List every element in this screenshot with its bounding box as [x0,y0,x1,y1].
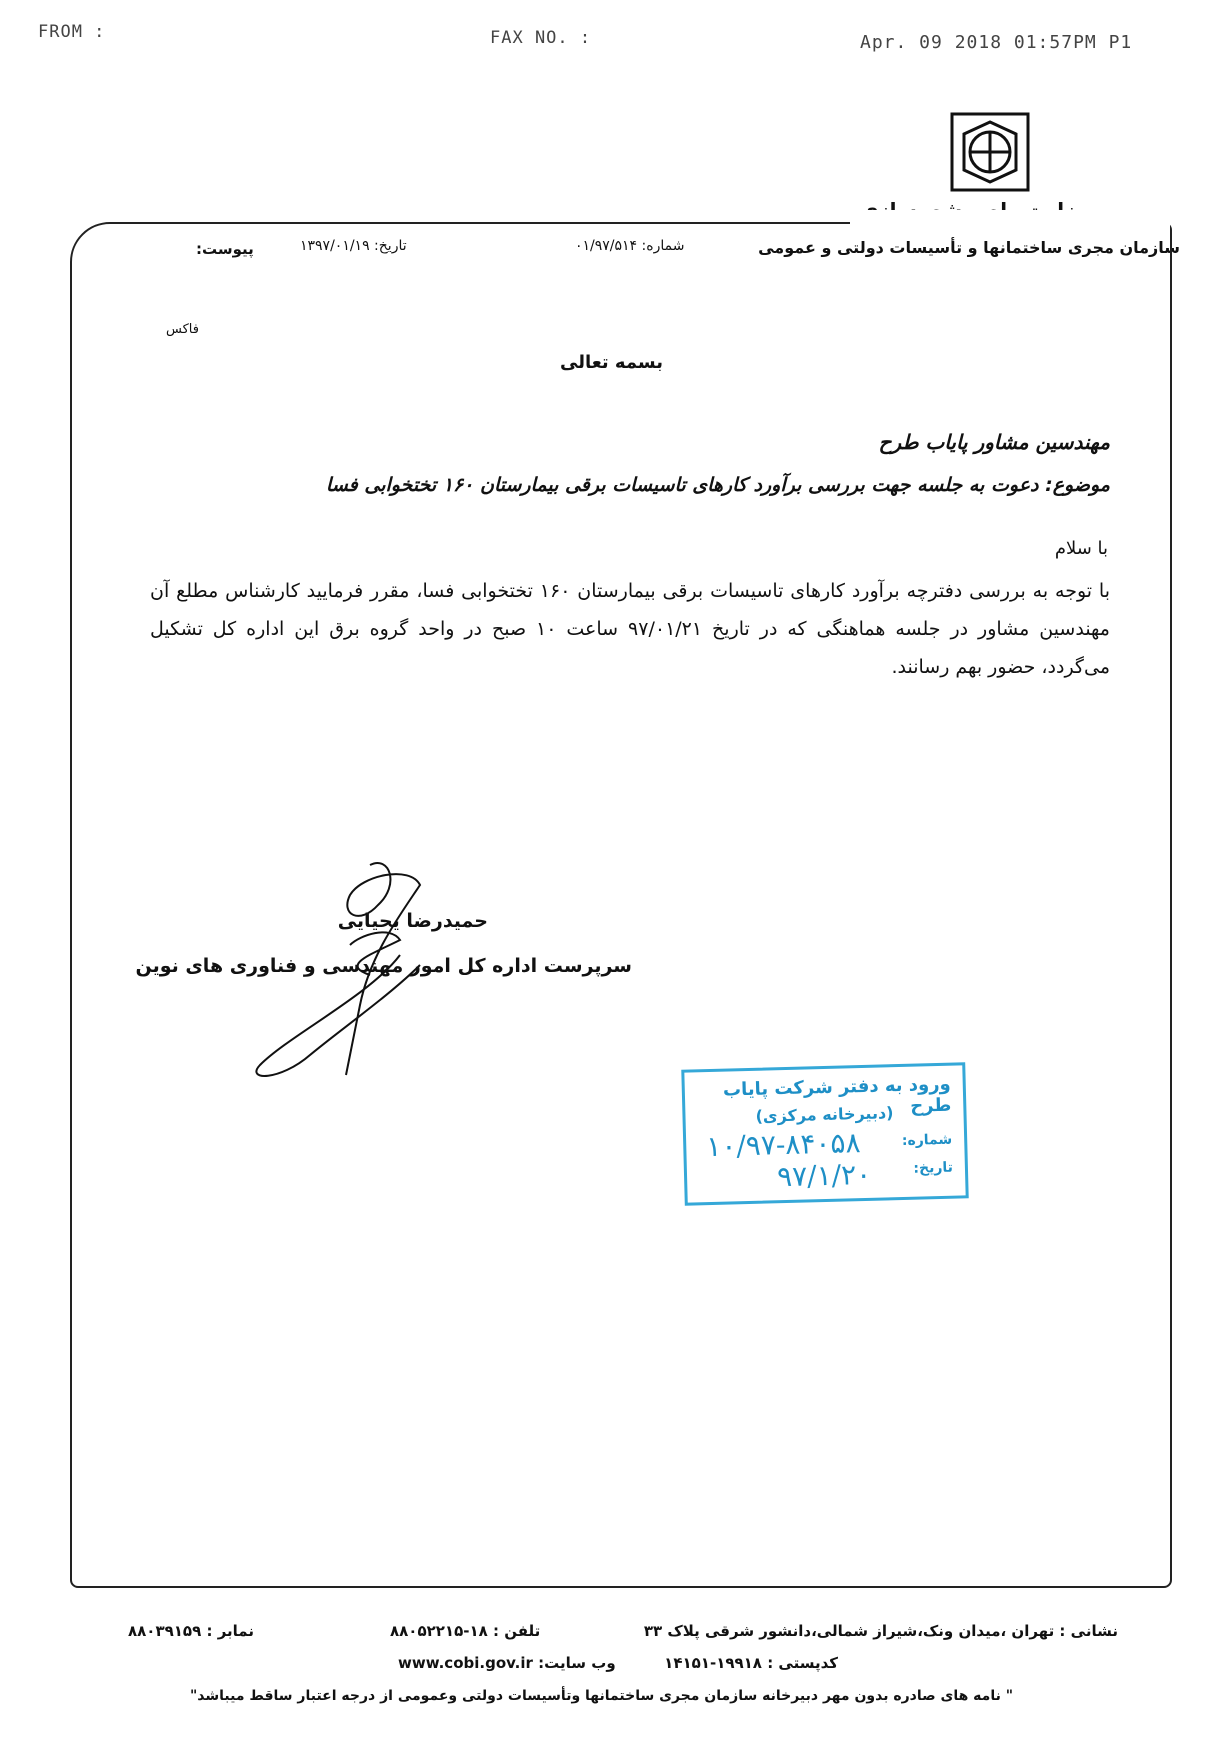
attachment-label: پیوست: [196,240,254,258]
stamp-title: ورود به دفتر شرکت پایاب طرح [722,1073,952,1117]
frame-gap [850,210,1170,230]
fax-datetime: Apr. 09 2018 01:57PM P1 [860,32,1133,53]
footer-address: نشانی : تهران ،میدان ونک،شیراز شمالی،دانشور شرقی پلاک ۳۳ [643,1622,1118,1640]
fax-number-label: FAX NO. : [490,28,592,48]
stamp-date-value: ۹۷/۱/۲۰ [776,1157,872,1194]
ministry-logo [950,112,1030,192]
signer-name: حمیدرضا یحیایی [337,910,488,932]
stamp-subtitle: (دبیرخانه مرکزی) [755,1103,894,1126]
greeting: با سلام [1054,538,1108,559]
footer-postal-code: کدپستی : ۱۹۹۱۸-۱۴۱۵۱ [664,1654,838,1672]
organization-name: سازمان مجری ساختمانها و تأسیسات دولتی و عمومی [758,238,1180,257]
letter-date: تاریخ: ۱۳۹۷/۰۱/۱۹ [300,238,407,254]
letter-number: شماره: ۰۱/۹۷/۵۱۴ [575,238,685,254]
footer-fax: نمابر : ۸۸۰۳۹۱۵۹ [128,1622,254,1640]
recipient: مهندسین مشاور پایاب طرح [878,430,1110,454]
stamp-date-label: تاریخ: [913,1159,954,1177]
letter-frame [70,222,1172,1588]
footer-website: وب سایت: www.cobi.gov.ir [398,1654,616,1672]
bismillah: بسمه تعالی [560,352,663,373]
letter-body: با توجه به بررسی دفترچه برآورد کارهای تاسیسات برقی بیمارستان ۱۶۰ تختخوابی فسا، مقرر فرمایید کارشناس مطلع آن مهندسین مشاور در جلسه هماهنگی که در تاریخ ۹۷/۰۱/۲۱ ساعت ۱۰ صبح در واحد گروه برق این اداره کل تشکیل می‌گردد، حضور بهم رسانند. [150,580,1110,678]
stamp-number-label: شماره: [901,1131,953,1149]
fax-from-label: FROM : [38,22,106,42]
signer-title: سرپرست اداره کل امور مهندسی و فناوری های نوین [135,955,632,977]
footer-phone: تلفن : ۱۸-۸۸۰۵۲۲۱۵ [390,1622,541,1640]
stamp-number-value: ۱۰/۹۷-۸۴۰۵۸ [705,1126,861,1164]
fax-label: فاکس [166,322,199,337]
subject-line: موضوع: دعوت به جلسه جهت بررسی برآورد کارهای تاسیسات برقی بیمارستان ۱۶۰ تختخوابی فسا [325,474,1110,496]
footer-validity-note: " نامه های صادره بدون مهر دبیرخانه سازمان مجری ساختمانها وتأسیسات دولتی وعمومی از درجه اعتبار ساقط میباشد" [190,1688,1013,1704]
received-stamp [681,1062,968,1205]
